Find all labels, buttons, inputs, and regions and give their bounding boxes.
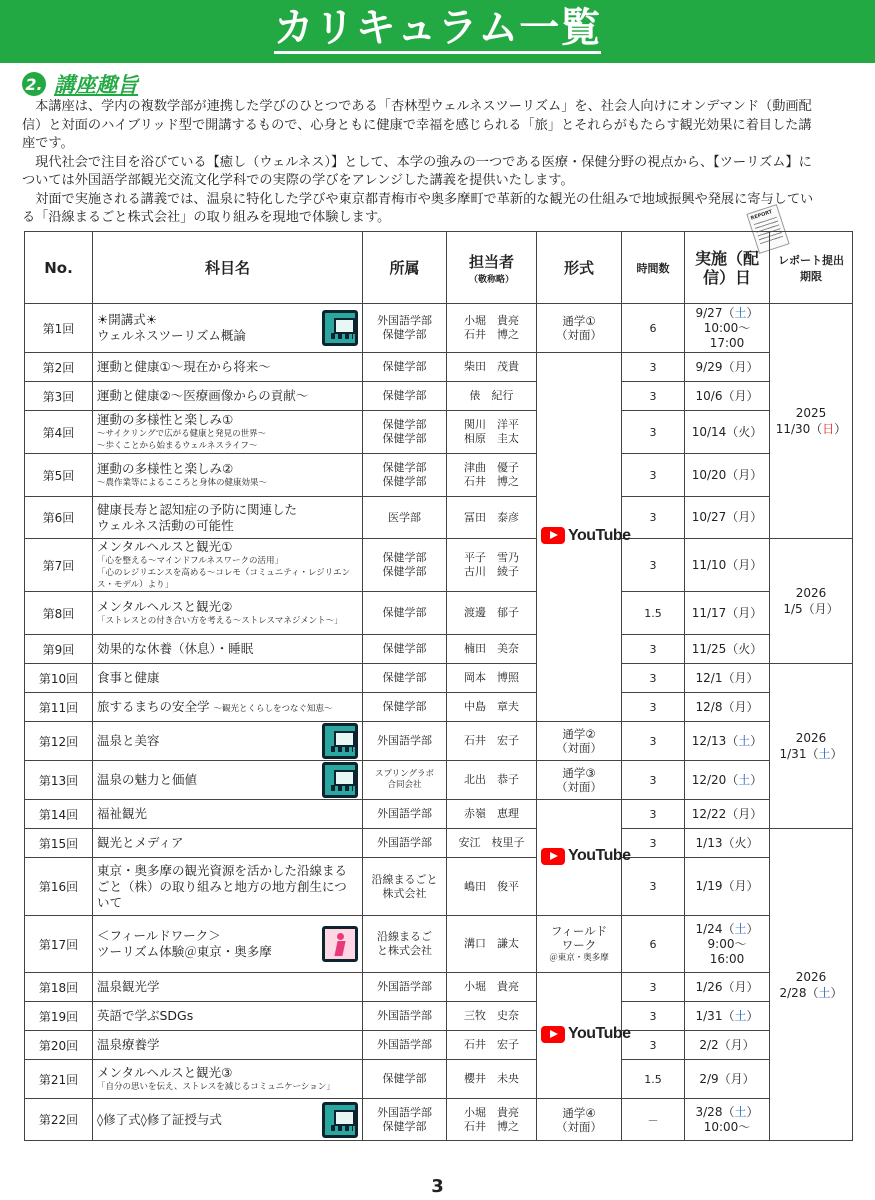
row-number: 第20回 <box>25 1031 93 1060</box>
row-number: 第13回 <box>25 761 93 800</box>
subject-title: 温泉観光学 <box>97 979 160 994</box>
subject-title: ☀開講式☀ <box>97 312 157 327</box>
row-number: 第19回 <box>25 1002 93 1031</box>
row-number: 第1回 <box>25 304 93 353</box>
teacher-cell: 石井 宏子 <box>447 722 537 761</box>
teacher-cell: 関川 洋平 相原 圭太 <box>447 411 537 454</box>
header-teacher-note: （敬称略） <box>468 274 514 285</box>
deadline-date: 11/30（ <box>775 422 823 436</box>
row-number: 第9回 <box>25 635 93 664</box>
table-row <box>25 1002 853 1031</box>
subject-cell <box>93 1060 363 1099</box>
row-number: 第14回 <box>25 800 93 829</box>
subject-cell <box>93 1099 363 1141</box>
subject-cell <box>93 858 363 916</box>
header-no: No. <box>25 232 93 304</box>
hours-cell: 3 <box>622 454 685 497</box>
classroom-icon <box>322 723 358 759</box>
hours-cell: 3 <box>622 664 685 693</box>
table-header-row <box>25 232 853 304</box>
format-cell <box>537 761 622 800</box>
table-body <box>25 304 853 1141</box>
affiliation-cell: 外国語学部 <box>363 829 447 858</box>
section-title: 講座趣旨 <box>54 73 138 97</box>
subject-subtitle: 「自分の思いを伝え、ストレスを減じるコミュニケーション」 <box>97 1082 335 1092</box>
hours-cell: 3 <box>622 635 685 664</box>
subject-title-line2: ウェルネス活動の可能性 <box>97 517 234 533</box>
format-label: 通学① （対面） <box>556 314 602 342</box>
section-heading <box>22 70 857 98</box>
table-row <box>25 592 853 635</box>
affiliation-cell: 外国語学部 保健学部 <box>363 1099 447 1141</box>
row-number: 第16回 <box>25 858 93 916</box>
header-banner <box>0 0 875 63</box>
table-row <box>25 693 853 722</box>
header-date: 実施（配信）日 <box>685 232 770 304</box>
affiliation-cell: スプリングラボ 合同会社 <box>363 761 447 800</box>
teacher-cell: 渡邊 郁子 <box>447 592 537 635</box>
affiliation-cell: 保健学部 保健学部 <box>363 539 447 592</box>
affiliation-cell: 外国語学部 <box>363 800 447 829</box>
deadline-date: 1/31（ <box>779 747 819 761</box>
date-cell <box>685 722 770 761</box>
hours-cell: 3 <box>622 353 685 382</box>
subject-title: メンタルヘルスと観光② <box>97 599 233 614</box>
table-row <box>25 916 853 973</box>
subject-cell <box>93 664 363 693</box>
teacher-cell: 津曲 優子 石井 博之 <box>447 454 537 497</box>
date-weekday: 土 <box>734 305 747 320</box>
row-number: 第7回 <box>25 539 93 592</box>
teacher-cell: 中島 章夫 <box>447 693 537 722</box>
date-weekday: 土 <box>734 1008 747 1023</box>
hours-cell: 3 <box>622 497 685 539</box>
subject-cell <box>93 1002 363 1031</box>
date-cell: 11/17（月） <box>685 592 770 635</box>
subject-title-line2: ごと（株）の取り組みと地方の地方創生につ いて <box>97 878 347 910</box>
subject-title: 福祉観光 <box>97 806 148 821</box>
affiliation-cell: 沿線まるご と株式会社 <box>363 916 447 973</box>
subject-cell <box>93 761 363 800</box>
row-number: 第4回 <box>25 411 93 454</box>
subject-cell <box>93 539 363 592</box>
format-sublabel: ＠東京・奥多摩 <box>549 953 609 963</box>
affiliation-cell: 外国語学部 <box>363 1031 447 1060</box>
date-cell <box>685 1002 770 1031</box>
deadline-year: 2026 <box>795 586 827 600</box>
date-cell: 10/14（火） <box>685 411 770 454</box>
hours-cell: 3 <box>622 858 685 916</box>
intro-paragraph: 対面で実施される講義では、温泉に特化した学びや東京都青梅市や奥多摩町で革新的な観光の仕組みで地域振興や発展に寄与している「沿線まるごと株式会社」の取り組みを現地で体験します。 <box>22 191 814 225</box>
walking-icon <box>322 926 358 962</box>
subject-title: 旅するまちの安全学 <box>97 699 210 714</box>
affiliation-cell: 保健学部 保健学部 <box>363 454 447 497</box>
date-cell: 2/9（月） <box>685 1060 770 1099</box>
section-number-badge: 2. <box>22 72 46 96</box>
date-text: 3/28（ <box>695 1104 735 1119</box>
format-cell <box>537 304 622 353</box>
intro-text <box>22 98 822 228</box>
table-row <box>25 353 853 382</box>
date-cell: 12/1（月） <box>685 664 770 693</box>
youtube-label: YouTube <box>568 847 631 865</box>
subject-title: 食事と健康 <box>97 670 160 685</box>
hours-cell: 6 <box>622 304 685 353</box>
table-row <box>25 1060 853 1099</box>
date-tail: ） 9:00～ 16:00 <box>707 921 759 966</box>
teacher-cell: 楠田 美奈 <box>447 635 537 664</box>
affiliation-cell: 保健学部 <box>363 1060 447 1099</box>
deadline-tail: ） <box>830 985 843 1000</box>
date-cell: 11/10（月） <box>685 539 770 592</box>
subject-cell <box>93 411 363 454</box>
date-cell: 10/6（月） <box>685 382 770 411</box>
teacher-cell: 俵 紀行 <box>447 382 537 411</box>
affiliation-cell: 外国語学部 <box>363 722 447 761</box>
teacher-cell: 柴田 茂貴 <box>447 353 537 382</box>
header-teacher-label: 担当者 <box>468 252 514 271</box>
date-tail: ） 10:00～ <box>703 1104 759 1134</box>
teacher-cell: 小堀 貴亮 <box>447 973 537 1002</box>
table-row <box>25 722 853 761</box>
format-youtube-cell <box>537 800 631 916</box>
date-text: 12/20（ <box>691 772 739 787</box>
deadline-date: 1/5（月） <box>783 602 839 616</box>
hours-cell: 6 <box>622 916 685 973</box>
subject-title-line2: ウェルネスツーリズム概論 <box>97 328 246 343</box>
deadline-date: 2/28（ <box>779 985 819 1000</box>
affiliation-cell: 保健学部 <box>363 382 447 411</box>
date-cell: 12/22（月） <box>685 800 770 829</box>
subject-title: 温泉療養学 <box>97 1037 160 1052</box>
subject-title: 温泉の魅力と価値 <box>97 772 198 787</box>
deadline-cell <box>770 829 853 1141</box>
row-number: 第8回 <box>25 592 93 635</box>
youtube-label: YouTube <box>568 1025 631 1043</box>
deadline-tail: ） <box>834 422 847 436</box>
youtube-play-icon <box>541 1026 565 1043</box>
hours-cell: 3 <box>622 722 685 761</box>
hours-cell: 3 <box>622 800 685 829</box>
date-tail: ） <box>750 733 763 748</box>
intro-paragraph: 現代社会で注目を浴びている【癒し（ウェルネス）】として、本学の強みの一つである医療・保健分野の視点から、【ツーリズム】については外国語学部観光交流文化学科での実際の学びをアレンジした講義を提供いたします。 <box>22 154 812 188</box>
subject-cell <box>93 829 363 858</box>
date-weekday: 土 <box>734 1104 747 1119</box>
hours-cell: 1.5 <box>622 1060 685 1099</box>
subject-title: 温泉と美容 <box>97 733 160 748</box>
classroom-icon <box>322 1102 358 1138</box>
subject-cell <box>93 722 363 761</box>
table-row <box>25 858 853 916</box>
teacher-cell: 岡本 博照 <box>447 664 537 693</box>
youtube-logo <box>541 1025 631 1043</box>
hours-cell: 3 <box>622 411 685 454</box>
date-weekday: 土 <box>734 921 747 936</box>
format-label: 通学③ （対面） <box>556 766 602 794</box>
header-subject: 科目名 <box>93 232 363 304</box>
subject-cell <box>93 635 363 664</box>
youtube-logo <box>541 847 631 865</box>
date-cell: 10/27（月） <box>685 497 770 539</box>
table-row <box>25 829 853 858</box>
row-number: 第11回 <box>25 693 93 722</box>
subject-title: メンタルヘルスと観光① <box>97 539 233 554</box>
date-cell: 1/26（月） <box>685 973 770 1002</box>
page-number: 3 <box>431 1176 444 1197</box>
row-number: 第21回 <box>25 1060 93 1099</box>
teacher-cell: 冨田 泰彦 <box>447 497 537 539</box>
date-weekday: 土 <box>738 772 751 787</box>
deadline-cell <box>770 304 853 539</box>
affiliation-cell: 外国語学部 保健学部 <box>363 304 447 353</box>
intro-paragraph: 本講座は、学内の複数学部が連携した学びのひとつである「杏林型ウェルネスツーリズム」を、社会人向けにオンデマンド（動画配信）と対面のハイブリッド型で開講するもので、心身ともに健康で幸福を感じられる「旅」とそれらがもたらす観光効果に着目した講座です。 <box>22 99 812 151</box>
subject-cell <box>93 800 363 829</box>
date-text: 1/31（ <box>695 1008 735 1023</box>
subject-title: 運動と健康①～現在から将来～ <box>97 359 271 374</box>
teacher-cell: 三牧 史奈 <box>447 1002 537 1031</box>
deadline-year: 2026 <box>795 969 827 984</box>
teacher-cell: 嶋田 俊平 <box>447 858 537 916</box>
subject-title: ◊修了式◊修了証授与式 <box>97 1111 222 1127</box>
hours-cell: 3 <box>622 1002 685 1031</box>
date-cell: 2/2（月） <box>685 1031 770 1060</box>
row-number: 第5回 <box>25 454 93 497</box>
subject-cell <box>93 973 363 1002</box>
date-cell <box>685 1099 770 1141</box>
table-row <box>25 635 853 664</box>
format-label: フィールド ワーク <box>550 924 608 952</box>
header-teacher <box>447 232 537 304</box>
date-text: 12/13（ <box>691 733 739 748</box>
table-row <box>25 973 853 1002</box>
deadline-weekday: 土 <box>818 985 831 1000</box>
affiliation-cell: 医学部 <box>363 497 447 539</box>
table-row <box>25 539 853 592</box>
row-number: 第10回 <box>25 664 93 693</box>
header-affiliation: 所属 <box>363 232 447 304</box>
row-number: 第6回 <box>25 497 93 539</box>
deadline-weekday: 日 <box>822 422 835 436</box>
subject-subtitle: 「ストレスとの付き合い方を考える～ストレスマネジメント～」 <box>97 616 343 626</box>
table-row <box>25 497 853 539</box>
row-number: 第17回 <box>25 916 93 973</box>
subject-title: ＜フィールドワーク＞ <box>97 928 221 943</box>
page-title: カリキュラム一覧 <box>274 5 602 54</box>
hours-cell: 3 <box>622 382 685 411</box>
format-cell <box>537 722 622 761</box>
table-row <box>25 761 853 800</box>
subject-cell <box>93 916 363 973</box>
header-format: 形式 <box>537 232 622 304</box>
youtube-label: YouTube <box>568 526 631 544</box>
date-text: 1/24（ <box>695 921 735 936</box>
date-cell <box>685 916 770 973</box>
classroom-icon <box>322 310 358 346</box>
youtube-play-icon <box>541 848 565 865</box>
deadline-year: 2025 <box>795 406 827 420</box>
row-number: 第12回 <box>25 722 93 761</box>
subject-title: 運動の多様性と楽しみ① <box>97 412 234 427</box>
subject-cell <box>93 382 363 411</box>
subject-title: 東京・奥多摩の観光資源を活かした沿線まる <box>97 862 348 878</box>
affiliation-cell: 外国語学部 <box>363 973 447 1002</box>
teacher-cell: 石井 宏子 <box>447 1031 537 1060</box>
teacher-cell: 櫻井 未央 <box>447 1060 537 1099</box>
youtube-play-icon <box>541 527 565 544</box>
affiliation-cell: 外国語学部 <box>363 1002 447 1031</box>
row-number: 第15回 <box>25 829 93 858</box>
format-cell <box>537 1099 622 1141</box>
date-cell: 1/13（火） <box>685 829 770 858</box>
date-tail: ） 10:00～ 17:00 <box>703 305 759 350</box>
subject-title-line2: ツーリズム体験＠東京・奥多摩 <box>97 944 272 959</box>
date-cell: 10/20（月） <box>685 454 770 497</box>
affiliation-cell: 保健学部 <box>363 664 447 693</box>
subject-cell <box>93 693 363 722</box>
date-tail: ） <box>746 1008 759 1023</box>
table-row <box>25 664 853 693</box>
affiliation-cell: 保健学部 <box>363 592 447 635</box>
row-number: 第18回 <box>25 973 93 1002</box>
teacher-cell: 安江 枝里子 <box>447 829 537 858</box>
format-cell <box>537 916 622 973</box>
hours-cell: 3 <box>622 539 685 592</box>
subject-title: メンタルヘルスと観光③ <box>97 1065 233 1080</box>
hours-cell: 1.5 <box>622 592 685 635</box>
subject-cell <box>93 353 363 382</box>
subject-cell <box>93 1031 363 1060</box>
affiliation-cell: 保健学部 <box>363 635 447 664</box>
teacher-cell: 小堀 貴亮 石井 博之 <box>447 1099 537 1141</box>
teacher-cell: 赤嶺 恵理 <box>447 800 537 829</box>
subject-cell <box>93 304 363 353</box>
row-number: 第2回 <box>25 353 93 382</box>
deadline-cell <box>770 664 853 829</box>
format-youtube-cell <box>537 353 631 722</box>
teacher-cell: 平子 雪乃 古川 綾子 <box>447 539 537 592</box>
format-label: 通学④ （対面） <box>556 1105 602 1134</box>
date-text: 9/27（ <box>695 305 735 320</box>
format-label: 通学② （対面） <box>556 727 602 755</box>
subject-subtitle: ～農作業等によるこころと身体の健康効果～ <box>97 478 268 488</box>
hours-cell: 3 <box>622 1031 685 1060</box>
hours-cell: 3 <box>622 829 685 858</box>
header-hours: 時間数 <box>622 232 685 304</box>
subject-title: 観光とメディア <box>97 835 184 850</box>
date-cell <box>685 761 770 800</box>
affiliation-cell: 沿線まるごと 株式会社 <box>363 858 447 916</box>
hours-cell: － <box>622 1099 685 1141</box>
subject-cell <box>93 592 363 635</box>
course-purpose-section <box>22 70 857 228</box>
header-deadline: レポート提出期限 <box>770 232 853 304</box>
subject-cell <box>93 454 363 497</box>
date-cell: 1/19（月） <box>685 858 770 916</box>
affiliation-cell: 保健学部 <box>363 353 447 382</box>
table-row <box>25 382 853 411</box>
subject-title: 運動と健康②～医療画像からの貢献～ <box>97 388 309 403</box>
subject-subtitle: 「心を整える～マインドフルネスワークの活用」 「心のレジリエンスを高める～コレモ（コミュニティ・レジリエンス・モデル）より」 <box>97 556 351 590</box>
hours-cell: 3 <box>622 973 685 1002</box>
teacher-cell: 北出 恭子 <box>447 761 537 800</box>
table-row <box>25 304 853 353</box>
youtube-logo <box>541 527 631 545</box>
subject-title: 効果的な休養（休息）・睡眠 <box>97 641 254 656</box>
row-number: 第22回 <box>25 1099 93 1141</box>
date-cell: 11/25（火） <box>685 635 770 664</box>
subject-title: 英語で学ぶSDGs <box>97 1008 194 1023</box>
affiliation-cell: 保健学部 保健学部 <box>363 411 447 454</box>
teacher-cell: 小堀 貴亮 石井 博之 <box>447 304 537 353</box>
table-row <box>25 800 853 829</box>
teacher-cell: 溝口 謙太 <box>447 916 537 973</box>
deadline-year: 2026 <box>795 731 827 745</box>
date-cell: 12/8（月） <box>685 693 770 722</box>
subject-subtitle: ～サイクリングで広がる健康と発見の世界～ ～歩くことから始まるウェルネスライフ～ <box>97 429 267 451</box>
deadline-weekday: 土 <box>818 747 831 761</box>
date-weekday: 土 <box>738 733 751 748</box>
subject-title: 健康長寿と認知症の予防に関連した <box>97 501 298 517</box>
table-row <box>25 1099 853 1141</box>
hours-cell: 3 <box>622 761 685 800</box>
table-row <box>25 1031 853 1060</box>
table-row <box>25 454 853 497</box>
date-tail: ） <box>750 772 763 787</box>
date-cell: 9/29（月） <box>685 353 770 382</box>
hours-cell: 3 <box>622 693 685 722</box>
subject-cell <box>93 497 363 539</box>
deadline-tail: ） <box>830 747 843 761</box>
date-cell <box>685 304 770 353</box>
affiliation-cell: 保健学部 <box>363 693 447 722</box>
subject-inline-subtitle: ～観光とくらしをつなぐ知恵～ <box>213 704 333 714</box>
curriculum-table <box>24 231 853 1141</box>
table-row <box>25 411 853 454</box>
format-youtube-cell <box>537 973 631 1099</box>
row-number: 第3回 <box>25 382 93 411</box>
subject-title: 運動の多様性と楽しみ② <box>97 461 234 476</box>
classroom-icon <box>322 762 358 798</box>
deadline-cell <box>770 539 853 664</box>
